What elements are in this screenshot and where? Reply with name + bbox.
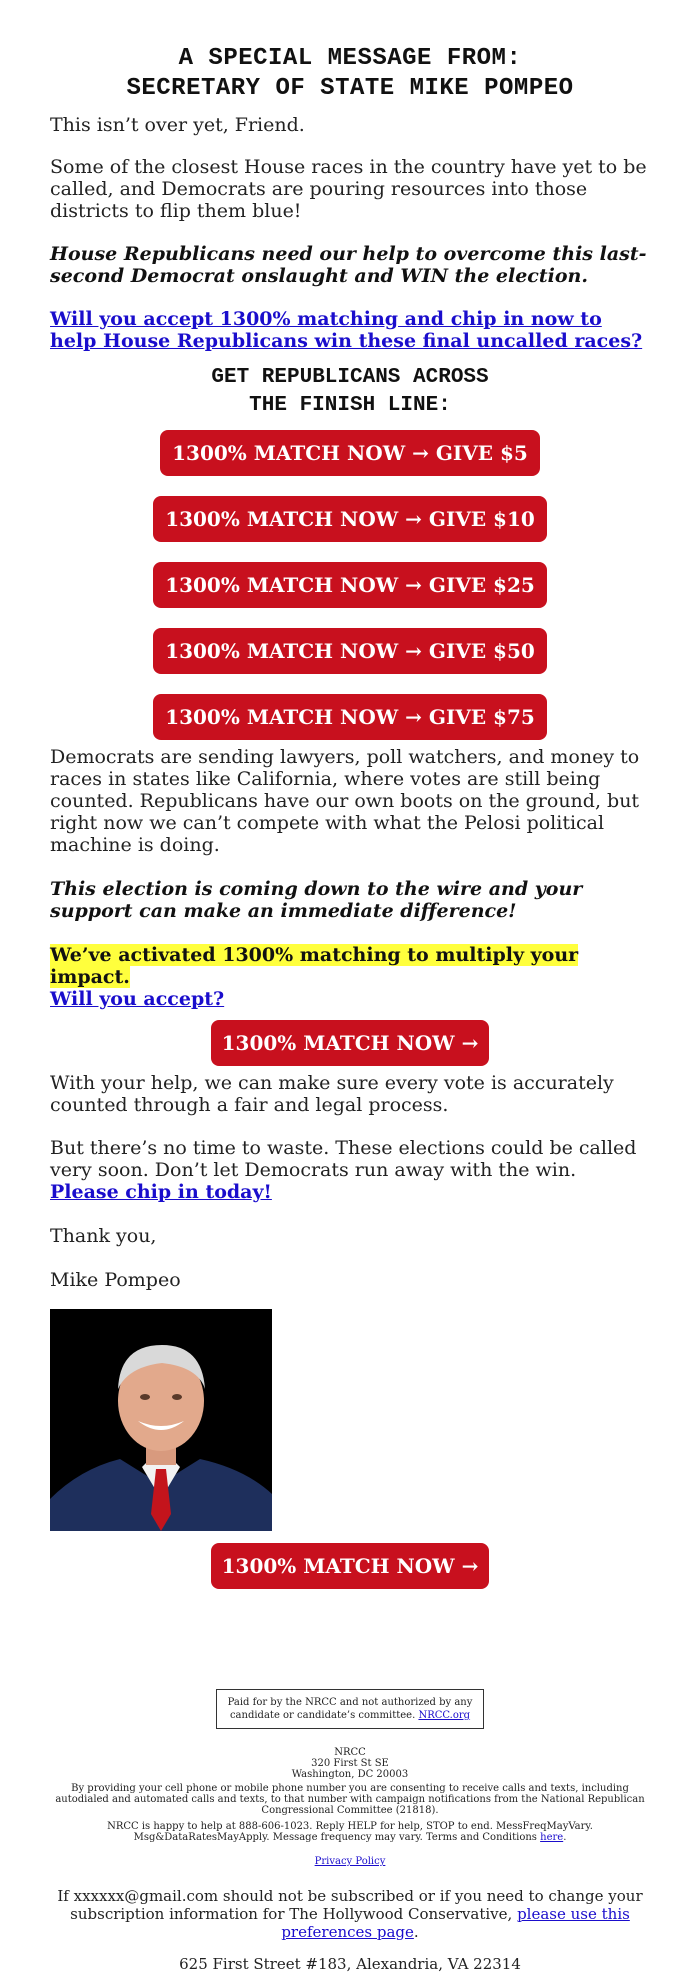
paragraph-wire: This election is coming down to the wire and your support can make an immediate difference! [50, 878, 583, 922]
nrcc-link[interactable]: NRCC.org [418, 1710, 471, 1721]
paragraph-lawyers: Democrats are sending lawyers, poll watchers, and money to races in states like California, where votes are still being counted. Republicans have our own boots on the ground, but right now we can’t compete with what the Pelosi political machine is doing. [50, 746, 640, 856]
match-now-button[interactable]: 1300% MATCH NOW → [211, 1020, 490, 1066]
accept-matching-paragraph [50, 308, 650, 352]
paragraph-races: Some of the closest House races in the country have yet to be called, and Democrats are pouring resources into those districts to flip them blue! [50, 156, 647, 222]
match-now-bottom-row [50, 1543, 650, 1589]
privacy-row [50, 1856, 650, 1867]
no-time-text: But there’s no time to waste. These elections could be called very soon. Don’t let Democrats run away with the win. [50, 1137, 637, 1181]
greeting: This isn’t over yet, Friend. [50, 114, 305, 136]
give-5-button[interactable]: 1300% MATCH NOW → GIVE $5 [160, 430, 540, 476]
match-now-row [50, 1020, 650, 1066]
signature: Mike Pompeo [50, 1269, 181, 1291]
finish-line-heading [50, 364, 650, 420]
give-10-row [50, 496, 650, 542]
matching-highlight: We’ve activated 1300% matching to multiply your impact. [50, 944, 579, 988]
paragraph-fair-process: With your help, we can make sure every vote is accurately counted through a fair and legal process. [50, 1072, 614, 1116]
email-headline [50, 44, 650, 104]
email-body [50, 0, 650, 1973]
footer-address-1: 320 First St SE [311, 1758, 389, 1769]
footer-org: NRCC [334, 1747, 366, 1758]
privacy-policy-link[interactable]: Privacy Policy [314, 1856, 386, 1867]
paid-for-disclaimer-box [216, 1689, 484, 1729]
paragraph-house-republicans: House Republicans need our help to overcome this last-second Democrat onslaught and WIN the election. [50, 243, 647, 287]
unsubscribe-message: If xxxxxx@gmail.com should not be subscribed or if you need to change your subscription information for The Hollywood Conservative, [57, 1887, 643, 1923]
footer-help: NRCC is happy to help at 888-606-1023. Reply HELP for help, STOP to end. MessFreqMayVary. Msg&DataRatesMayApply. Message frequency may vary. Terms and Conditions here. [107, 1821, 593, 1843]
give-50-button[interactable]: 1300% MATCH NOW → GIVE $50 [153, 628, 547, 674]
give-75-row [50, 694, 650, 740]
match-now-bottom-button[interactable]: 1300% MATCH NOW → [211, 1543, 490, 1589]
portrait-image [50, 1309, 272, 1531]
footer-address-2: Washington, DC 20003 [291, 1769, 409, 1780]
give-10-button[interactable]: 1300% MATCH NOW → GIVE $10 [153, 496, 547, 542]
terms-here-link[interactable]: here [540, 1832, 564, 1843]
thank-you: Thank you, [50, 1225, 157, 1247]
matching-paragraph [50, 944, 650, 1010]
paid-for-text: Paid for by the NRCC and not authorized by any candidate or candidate’s committee. [227, 1697, 473, 1721]
footer-consent: By providing your cell phone or mobile phone number you are consenting to receive calls and texts, including autodialed and automated calls and texts, to that number with campaign notifications from the National Republican Congressional Committee (21818). [55, 1783, 645, 1816]
mike-pompeo-photo [50, 1309, 272, 1531]
finish-line-heading-2: THE FINISH LINE: [249, 394, 451, 417]
footer-help-text: NRCC is happy to help at 888-606-1023. Reply HELP for help, STOP to end. MessFreqMayVary. Msg&DataRatesMayApply. Message frequency may vary. Terms and Conditions [107, 1821, 593, 1843]
will-you-accept-link[interactable]: Will you accept? [50, 988, 225, 1010]
give-25-button[interactable]: 1300% MATCH NOW → GIVE $25 [153, 562, 547, 608]
paragraph-no-time [50, 1137, 650, 1203]
headline-line-1: A SPECIAL MESSAGE FROM: [178, 45, 522, 72]
give-5-row [50, 430, 650, 476]
accept-matching-link[interactable]: Will you accept 1300% matching and chip in now to help House Republicans win these final uncalled races? [50, 308, 643, 352]
give-75-button[interactable]: 1300% MATCH NOW → GIVE $75 [153, 694, 547, 740]
mailing-address: 625 First Street #183, Alexandria, VA 22314 [179, 1955, 521, 1973]
preferences-page-link[interactable]: please use this preferences page [281, 1905, 630, 1941]
finish-line-heading-1: GET REPUBLICANS ACROSS [211, 366, 489, 389]
unsubscribe-text: If xxxxxx@gmail.com should not be subscribed or if you need to change your subscription information for The Hollywood Conservative, please use this preferences page. [57, 1887, 643, 1941]
give-25-row [50, 562, 650, 608]
headline-line-2: SECRETARY OF STATE MIKE POMPEO [126, 75, 574, 102]
give-50-row [50, 628, 650, 674]
chip-in-link[interactable]: Please chip in today! [50, 1181, 272, 1203]
